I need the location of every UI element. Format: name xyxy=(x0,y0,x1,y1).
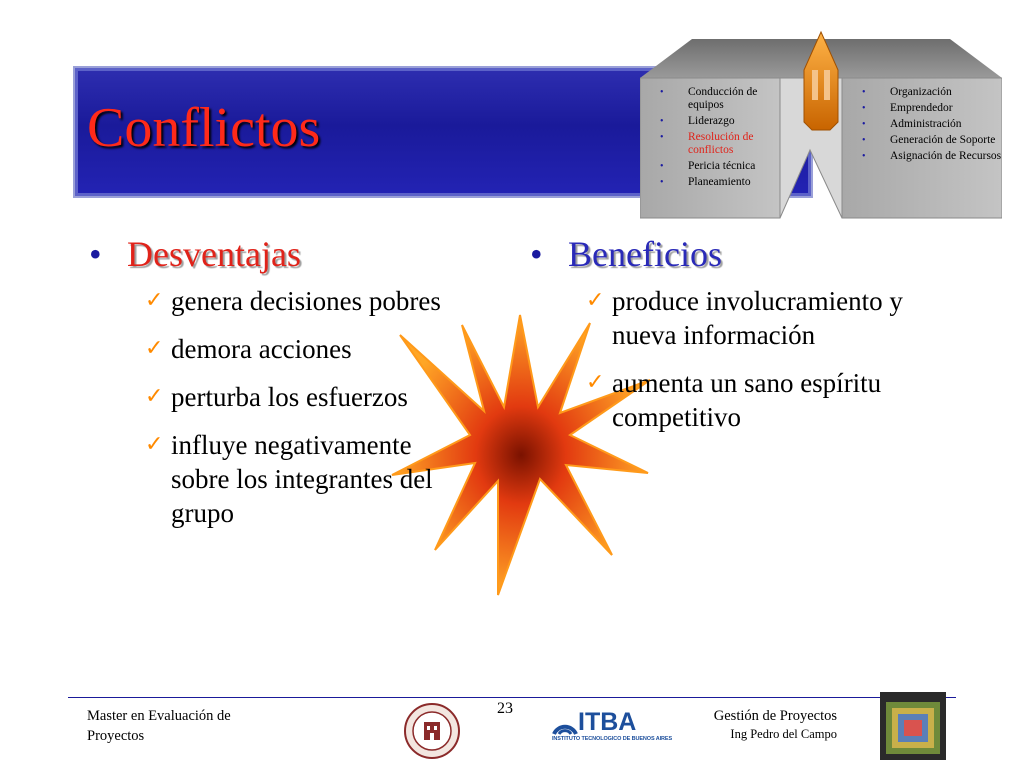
checkmark-icon: ✓ xyxy=(145,432,164,457)
list-item-text: genera decisiones pobres xyxy=(171,286,441,316)
house-left-item: • Pericia técnica xyxy=(650,160,790,173)
house-right-item: • Emprendedor xyxy=(852,102,1002,115)
house-left-list xyxy=(650,86,790,192)
bullet-icon: • xyxy=(89,234,102,274)
bullet-icon: • xyxy=(530,234,543,274)
itba-emblem-icon xyxy=(552,710,578,736)
benefits-list xyxy=(528,284,928,434)
list-item-text: aumenta un sano espíritu competitivo xyxy=(612,368,882,432)
footer-left-line1: Master en Evaluación de xyxy=(87,708,231,724)
checkmark-icon: ✓ xyxy=(145,336,164,361)
checkmark-icon: ✓ xyxy=(145,288,164,313)
list-item-text: influye negativamente sobre los integrantes del grupo xyxy=(171,430,433,528)
footer-left-line2: Proyectos xyxy=(87,728,145,744)
house-right-item: • Administración xyxy=(852,118,1002,131)
page-number: 23 xyxy=(497,700,513,717)
house-left-item: • Conducción de equipos xyxy=(650,86,790,112)
project-management-thumbnail xyxy=(880,692,946,760)
checkmark-icon: ✓ xyxy=(586,370,605,395)
footer-right xyxy=(660,706,837,742)
disadvantages-heading xyxy=(87,234,487,274)
house-left-item: • Planeamiento xyxy=(650,176,790,189)
list-item xyxy=(528,284,912,352)
disadvantages-list xyxy=(87,284,487,530)
checkmark-icon: ✓ xyxy=(145,384,164,409)
list-item xyxy=(87,428,471,530)
house-left-item-highlight: • Resolución de conflictos xyxy=(650,131,790,157)
list-item xyxy=(87,332,471,366)
slide-title: Conflictos xyxy=(87,97,321,159)
house-diagram xyxy=(640,30,1002,220)
benefits-section xyxy=(528,234,928,448)
house-right-item: • Asignación de Recursos xyxy=(852,150,1002,163)
list-item-text: perturba los esfuerzos xyxy=(171,382,408,412)
list-item xyxy=(87,380,471,414)
house-right-item: • Organización xyxy=(852,86,1002,99)
list-item xyxy=(528,366,912,434)
footer-divider xyxy=(68,697,956,698)
checkmark-icon: ✓ xyxy=(586,288,605,313)
list-item xyxy=(87,284,471,318)
house-right-item: • Generación de Soporte xyxy=(852,134,1002,147)
disadvantages-heading-text: Desventajas xyxy=(127,234,301,274)
university-seal-logo xyxy=(403,702,461,760)
footer-right-line2: Ing Pedro del Campo xyxy=(730,727,837,741)
itba-logo xyxy=(552,706,673,746)
list-item-text: produce involucramiento y nueva información xyxy=(612,286,903,350)
itba-logo-subtitle: INSTITUTO TECNOLOGICO DE BUENOS AIRES xyxy=(552,736,673,742)
house-right-list xyxy=(852,86,1002,166)
benefits-heading-text: Beneficios xyxy=(568,234,722,274)
footer-left xyxy=(87,706,287,746)
benefits-heading xyxy=(528,234,928,274)
disadvantages-section xyxy=(87,234,487,544)
house-left-item: • Liderazgo xyxy=(650,115,790,128)
footer-right-line1: Gestión de Proyectos xyxy=(713,708,837,724)
list-item-text: demora acciones xyxy=(171,334,352,364)
itba-logo-text: ITBA xyxy=(578,708,637,736)
